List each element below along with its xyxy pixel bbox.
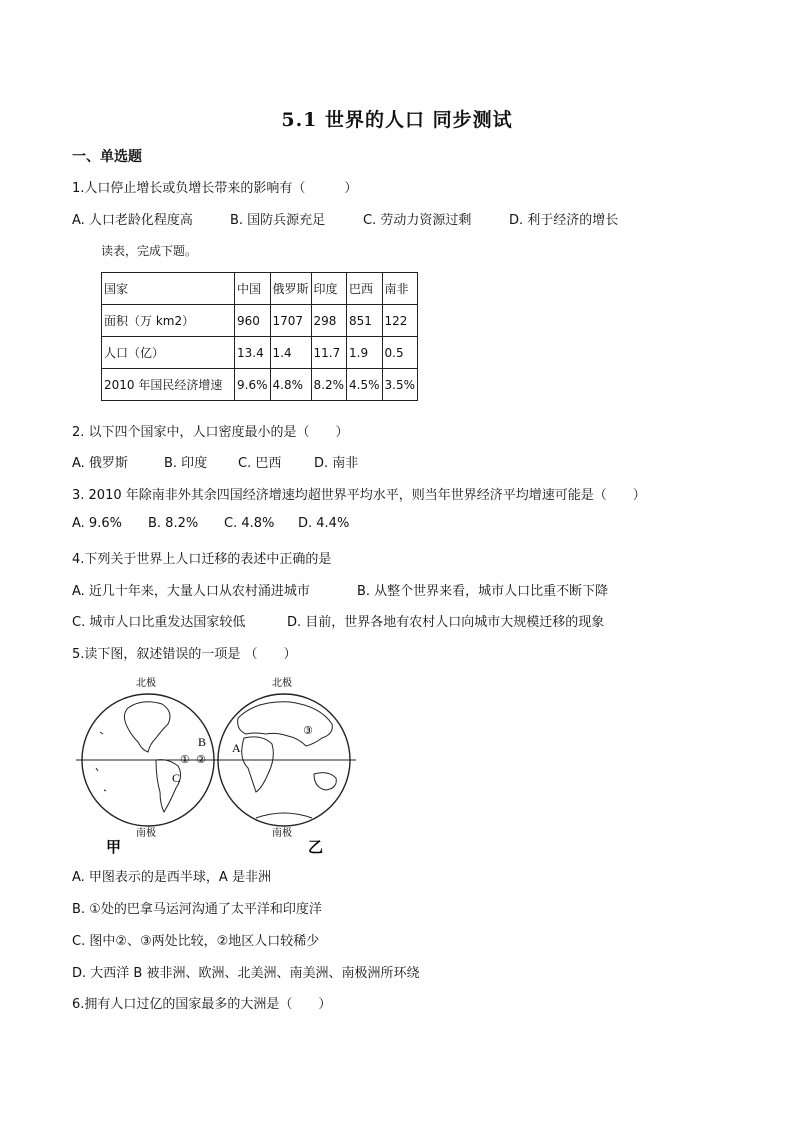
country-data-table [101,272,418,401]
label-jia: 甲 [106,838,122,854]
table-header-row [102,273,418,305]
table-cell: 13.4 [235,337,271,369]
marker-1: ① [180,753,190,766]
label-b: B [198,735,207,749]
table-cell: 960 [235,305,271,337]
table-header-cell: 印度 [311,273,347,305]
table-cell: 3.5% [382,369,418,401]
question-2-option-d[interactable]: D. 南非 [314,456,359,471]
table-row [102,305,418,337]
table-cell: 8.2% [311,369,347,401]
label-yi: 乙 [308,838,324,854]
question-1-option-b[interactable]: B. 国防兵源充足 [230,213,326,228]
question-2-option-a[interactable]: A. 俄罗斯 [72,456,128,471]
question-4-option-a[interactable]: A. 近几十年来，大量人口从农村涌进城市 [72,584,310,599]
right-north-pole-label: 北极 [272,678,292,689]
question-2-option-c[interactable]: C. 巴西 [238,456,282,471]
table-cell: 2010 年国民经济增速 [102,369,235,401]
table-cell: 1.9 [347,337,383,369]
question-3-option-d[interactable]: D. 4.4% [298,516,350,531]
question-3-option-a[interactable]: A. 9.6% [72,516,122,531]
table-cell: 1.4 [270,337,311,369]
question-3-stem: 3. 2010 年除南非外其余四国经济增速均超世界平均水平，则当年世界经济平均增速可能是（ ） [72,488,646,503]
label-a: A [232,741,241,755]
question-3-option-c[interactable]: C. 4.8% [224,516,275,531]
question-5-stem: 5.读下图，叙述错误的一项是 （ ） [72,647,297,662]
question-5-option-b[interactable]: B. ①处的巴拿马运河沟通了太平洋和印度洋 [72,902,322,917]
table-cell: 人口（亿） [102,337,235,369]
question-2-option-b[interactable]: B. 印度 [164,456,208,471]
table-cell: 0.5 [382,337,418,369]
table-header-cell: 国家 [102,273,235,305]
question-1-option-c[interactable]: C. 劳动力资源过剩 [363,213,472,228]
question-6-stem: 6.拥有人口过亿的国家最多的大洲是（ ） [72,997,332,1012]
question-5-option-a[interactable]: A. 甲图表示的是西半球，A 是非洲 [72,870,271,885]
eastern-hemisphere [218,676,356,854]
question-1-option-a[interactable]: A. 人口老龄化程度高 [72,213,193,228]
section-heading: 一、单选题 [72,149,142,165]
page-title: 5.1 世界的人口 同步测试 [281,109,513,131]
table-header-cell: 俄罗斯 [270,273,311,305]
table-cell: 122 [382,305,418,337]
right-south-pole-label: 南极 [272,828,292,839]
table-header-cell: 中国 [235,273,271,305]
label-c: C [172,771,181,785]
question-1-option-d[interactable]: D. 利于经济的增长 [509,213,619,228]
table-cell: 9.6% [235,369,271,401]
left-south-pole-label: 南极 [136,828,156,839]
table-cell: 4.5% [347,369,383,401]
table-cell: 1707 [270,305,311,337]
left-north-pole-label: 北极 [136,678,156,689]
question-4-option-b[interactable]: B. 从整个世界来看，城市人口比重不断下降 [357,584,609,599]
western-hemisphere [76,676,220,854]
table-header-cell: 南非 [382,273,418,305]
hemisphere-map [76,672,356,854]
question-3-option-b[interactable]: B. 8.2% [148,516,199,531]
table-cell: 4.8% [270,369,311,401]
table-cell: 851 [347,305,383,337]
question-1-stem: 1.人口停止增长或负增长带来的影响有（ ） [72,181,358,196]
question-5-option-d[interactable]: D. 大西洋 B 被非洲、欧洲、北美洲、南美洲、南极洲所环绕 [72,966,420,981]
marker-3: ③ [303,724,313,737]
table-row [102,369,418,401]
marker-2: ② [196,753,206,766]
question-4-option-c[interactable]: C. 城市人口比重发达国家较低 [72,615,246,630]
table-row [102,337,418,369]
question-4-option-d[interactable]: D. 目前，世界各地有农村人口向城市大规模迁移的现象 [287,615,605,630]
question-4-stem: 4.下列关于世界上人口迁移的表述中正确的是 [72,552,332,567]
table-cell: 11.7 [311,337,347,369]
table-header-cell: 巴西 [347,273,383,305]
table-cell: 面积（万 km2） [102,305,235,337]
question-5-option-c[interactable]: C. 图中②、③两处比较，②地区人口较稀少 [72,934,320,949]
table-cell: 298 [311,305,347,337]
question-2-stem: 2. 以下四个国家中，人口密度最小的是（ ） [72,425,349,440]
table-intro: 读表，完成下题。 [101,244,198,258]
